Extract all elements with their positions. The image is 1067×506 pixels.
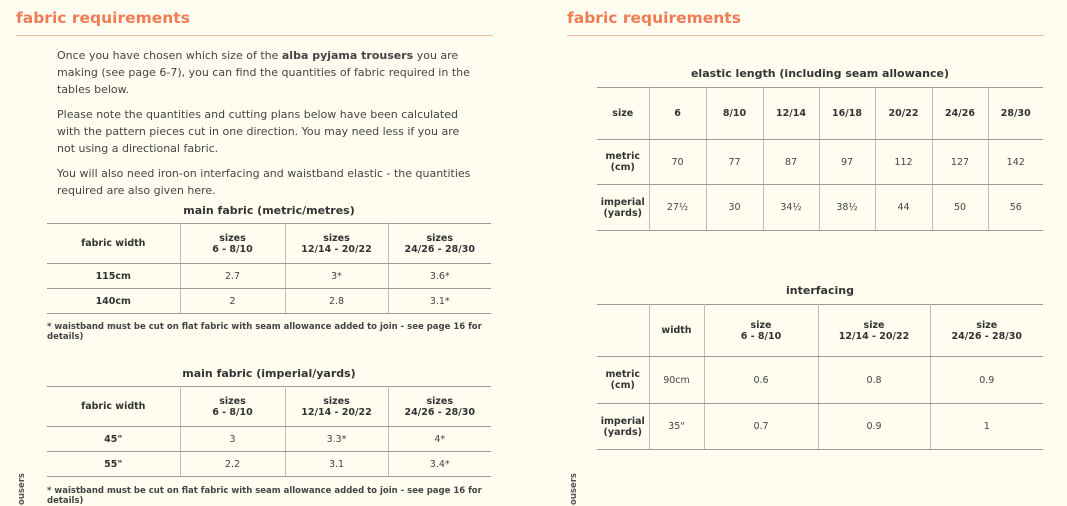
table-cell: 3.1* (388, 289, 491, 314)
imperial-table-title: main fabric (imperial/yards) (182, 367, 356, 380)
table-cell: 2 (180, 289, 285, 314)
heading-rule (16, 35, 493, 36)
table-cell: 142 (988, 140, 1043, 185)
table-cell: 30 (706, 185, 763, 231)
table-cell: 77 (706, 140, 763, 185)
table-cell: 35" (649, 404, 704, 450)
table-cell: 3.3* (285, 427, 388, 452)
row-label: metric (cm) (597, 140, 649, 185)
footnote: * waistband must be cut on flat fabric with seam allowance added to join - see page 16 for details) (47, 486, 482, 506)
table-cell: 0.9 (930, 357, 1043, 404)
intro-p1-b: you are making (see page 6-7), you can find the quantities of fabric required in the tables below. (57, 49, 470, 96)
product-name: alba pyjama trousers (281, 49, 414, 62)
row-label: 45" (47, 427, 180, 452)
header-cell: 20/22 (875, 88, 932, 140)
header-cell: 12/14 (763, 88, 819, 140)
table-cell: 38½ (819, 185, 875, 231)
intro-text (57, 47, 477, 207)
header-cell: fabric width (47, 387, 180, 427)
header-cell: 6 (649, 88, 706, 140)
table-cell: 3 (180, 427, 285, 452)
header-cell: size 12/14 - 20/22 (818, 305, 930, 357)
row-label: imperial (yards) (597, 404, 649, 450)
left-page (0, 0, 520, 505)
table-cell: 70 (649, 140, 706, 185)
metric-table-title: main fabric (metric/metres) (183, 204, 355, 217)
table-cell: 44 (875, 185, 932, 231)
intro-p1-a: Once you have chosen which size of the (57, 49, 282, 62)
table-row (597, 140, 1043, 185)
table-cell: 2.8 (285, 289, 388, 314)
header-cell: 28/30 (988, 88, 1043, 140)
header-cell: size (597, 88, 649, 140)
header-cell: sizes 12/14 - 20/22 (285, 387, 388, 427)
table-row (47, 452, 491, 477)
imperial-fabric-table (47, 386, 491, 477)
elastic-table-title: elastic length (including seam allowance) (690, 67, 950, 80)
row-label: 115cm (47, 264, 180, 289)
interfacing-table-title: interfacing (786, 284, 854, 297)
header-cell: size 6 - 8/10 (704, 305, 818, 357)
table-cell: 0.6 (704, 357, 818, 404)
table-cell: 1 (930, 404, 1043, 450)
intro-paragraph-3: You will also need iron-on interfacing and waistband elastic - the quantities required are also given here. (57, 167, 471, 197)
table-cell: 3.6* (388, 264, 491, 289)
header-cell: 24/26 (932, 88, 988, 140)
metric-fabric-table (47, 223, 491, 314)
table-cell: 127 (932, 140, 988, 185)
header-cell: 16/18 (819, 88, 875, 140)
table-cell: 0.7 (704, 404, 818, 450)
table-cell: 0.8 (818, 357, 930, 404)
table-header-row (47, 387, 491, 427)
row-label: metric (cm) (597, 357, 649, 404)
table-cell: 112 (875, 140, 932, 185)
table-row (47, 427, 491, 452)
table-row (597, 404, 1043, 450)
right-page (553, 0, 1067, 505)
interfacing-table (597, 304, 1043, 450)
table-row (47, 264, 491, 289)
page-heading: fabric requirements (567, 9, 741, 27)
side-label: ousers (17, 473, 27, 505)
table-cell: 3.1 (285, 452, 388, 477)
row-label: imperial (yards) (597, 185, 649, 231)
intro-paragraph-2: Please note the quantities and cutting plans below have been calculated with the pattern pieces cut in one direction. You may need less if you are not using a directional fabric. (57, 108, 460, 155)
header-cell: 8/10 (706, 88, 763, 140)
header-cell: fabric width (47, 224, 180, 264)
header-cell: width (649, 305, 704, 357)
table-row (597, 357, 1043, 404)
table-header-row (597, 305, 1043, 357)
table-cell: 50 (932, 185, 988, 231)
table-cell: 0.9 (818, 404, 930, 450)
intro-paragraph-1 (57, 47, 477, 98)
heading-rule (567, 35, 1044, 36)
table-cell: 90cm (649, 357, 704, 404)
table-cell: 2.7 (180, 264, 285, 289)
side-label: ousers (569, 473, 579, 505)
table-row (47, 289, 491, 314)
table-cell: 34½ (763, 185, 819, 231)
row-label: 140cm (47, 289, 180, 314)
header-cell: sizes 24/26 - 28/30 (388, 224, 491, 264)
header-cell: sizes 24/26 - 28/30 (388, 387, 491, 427)
table-cell: 3* (285, 264, 388, 289)
table-header-row (47, 224, 491, 264)
table-cell: 56 (988, 185, 1043, 231)
table-cell: 2.2 (180, 452, 285, 477)
table-cell: 87 (763, 140, 819, 185)
header-cell: sizes 6 - 8/10 (180, 224, 285, 264)
header-cell: sizes 12/14 - 20/22 (285, 224, 388, 264)
elastic-length-table (597, 87, 1043, 231)
table-cell: 3.4* (388, 452, 491, 477)
table-cell: 97 (819, 140, 875, 185)
page-heading: fabric requirements (16, 9, 190, 27)
table-cell: 27½ (649, 185, 706, 231)
header-cell: sizes 6 - 8/10 (180, 387, 285, 427)
header-cell (597, 305, 649, 357)
row-label: 55" (47, 452, 180, 477)
table-header-row (597, 88, 1043, 140)
table-row (597, 185, 1043, 231)
footnote: * waistband must be cut on flat fabric with seam allowance added to join - see page 16 for details) (47, 322, 482, 342)
table-cell: 4* (388, 427, 491, 452)
header-cell: size 24/26 - 28/30 (930, 305, 1043, 357)
